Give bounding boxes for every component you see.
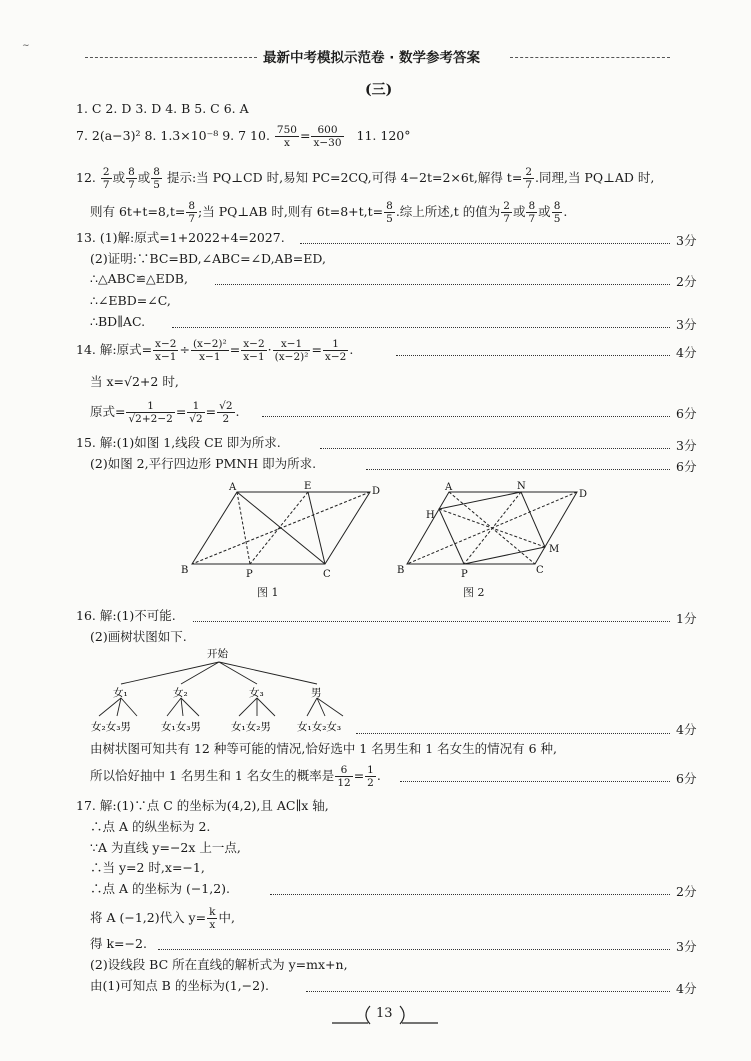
tree-node: 男 xyxy=(311,687,322,699)
numerator: 8 xyxy=(153,166,160,178)
hint-text: .综上所述,t 的值为 xyxy=(395,204,501,219)
denominator: (x−2)² xyxy=(274,351,309,363)
numerator: (x−2)² xyxy=(192,338,227,350)
answer-15-1: 15. 解:(1)如图 1,线段 CE 即为所求. xyxy=(76,435,281,450)
denominator: √2+2−2 xyxy=(128,413,173,425)
segment-ce xyxy=(308,492,325,564)
numerator: 2 xyxy=(503,200,510,212)
leader-dots xyxy=(396,355,670,356)
score: 3分 xyxy=(676,233,697,248)
numerator: 8 xyxy=(528,200,536,212)
leader-dots xyxy=(158,949,670,950)
denominator: x−1 xyxy=(155,351,177,363)
tree-leaves: 女₁女₂男 xyxy=(231,721,271,733)
score: 4分 xyxy=(676,722,697,737)
numerator: 6 xyxy=(335,764,352,777)
denominator: 7 xyxy=(525,179,532,191)
q-text: 原式= xyxy=(90,404,126,419)
answer-17-4: ∴当 y=2 时,x=−1, xyxy=(90,860,205,875)
page-number: 13 xyxy=(376,1006,393,1021)
numerator: 8 xyxy=(386,200,393,212)
score: 2分 xyxy=(676,274,697,289)
or-text: 或 xyxy=(512,204,526,219)
answer-17-7: 得 k=−2. xyxy=(90,936,147,951)
numerator: 1 xyxy=(126,400,174,413)
leader-dots xyxy=(172,327,670,328)
operator: = xyxy=(205,404,217,419)
answer-12-line1 xyxy=(76,166,654,191)
numerator: 750 xyxy=(276,124,297,136)
leader-dots xyxy=(366,469,670,470)
leader-dots xyxy=(320,448,670,449)
numerator: x−2 xyxy=(243,338,265,350)
label-m: M xyxy=(549,544,560,555)
fraction xyxy=(523,166,534,191)
fraction xyxy=(126,400,174,425)
answer-13-1: 13. (1)解:原式=1+2022+4=2027. xyxy=(76,230,285,245)
score: 6分 xyxy=(676,771,697,786)
fraction xyxy=(275,124,299,149)
numerator: 1 xyxy=(187,400,204,413)
denominator: 7 xyxy=(503,213,510,225)
answer-16-1: 16. 解:(1)不可能. xyxy=(76,608,176,623)
q-text: 14. 解:原式= xyxy=(76,342,153,357)
label-a: A xyxy=(445,482,453,493)
denominator: 12 xyxy=(337,777,351,789)
numerator: 8 xyxy=(553,200,561,212)
numerator: 600 xyxy=(311,124,343,137)
answer-13-5: ∴BD∥AC. xyxy=(90,314,146,329)
fraction xyxy=(191,338,229,363)
dashed-line xyxy=(439,509,545,547)
denominator: 7 xyxy=(188,213,196,225)
answer-13-3: ∴△ABC≌△EDB, xyxy=(90,271,188,286)
leader-dots xyxy=(215,284,670,285)
numerator: 8 xyxy=(128,166,135,178)
hint-text: 则有 6t+t=8,t= xyxy=(90,204,186,219)
tree-leaves: 女₂女₃男 xyxy=(91,721,131,733)
answer-13-4: ∴∠EBD=∠C, xyxy=(90,293,171,308)
tree-leaves: 女₁女₂女₃ xyxy=(297,721,342,733)
denominator: 5 xyxy=(386,213,393,225)
dashed-line xyxy=(250,492,308,564)
figure-2 xyxy=(395,478,595,583)
denominator: 2 xyxy=(222,413,230,425)
fraction xyxy=(217,400,234,425)
or-text: 或 xyxy=(137,170,151,185)
section-title: (三) xyxy=(365,82,393,98)
answer-14-2: 当 x=√2+2 时, xyxy=(90,374,179,389)
period: . xyxy=(376,768,381,783)
figure-1 xyxy=(175,478,385,583)
label-d: D xyxy=(579,489,588,500)
denominator: x−30 xyxy=(313,137,342,149)
or-text: 或 xyxy=(538,204,551,219)
answer-17-2: ∴点 A 的纵坐标为 2. xyxy=(90,819,211,834)
denominator: x xyxy=(283,137,290,149)
label-b: B xyxy=(397,565,405,576)
answer-14-1 xyxy=(76,338,353,363)
denominator: 7 xyxy=(528,213,536,225)
fraction xyxy=(365,764,376,789)
answer-15-2: (2)如图 2,平行四边形 PMNH 即为所求. xyxy=(90,456,317,471)
fraction xyxy=(241,338,266,363)
operator: = xyxy=(175,404,187,419)
fraction xyxy=(186,200,197,225)
leader-dots xyxy=(270,894,670,895)
hint-text: ;当 PQ⊥AB 时,则有 6t=8+t,t= xyxy=(198,204,384,219)
answer-17-5: ∴点 A 的坐标为 (−1,2). xyxy=(90,881,231,896)
fraction xyxy=(552,200,563,225)
denominator: x−2 xyxy=(324,351,347,363)
denominator: √2 xyxy=(189,413,203,425)
answer-17-8: (2)设线段 BC 所在直线的解析式为 y=mx+n, xyxy=(90,957,348,972)
answer-16-4 xyxy=(90,764,381,789)
denominator: 5 xyxy=(153,179,160,191)
tree-node: 女₃ xyxy=(249,687,264,699)
label-d: D xyxy=(372,486,381,497)
hint-text: 提示:当 PQ⊥CD 时,易知 PC=2CQ,可得 4−2t=2×6t,解得 t= xyxy=(162,170,523,185)
leader-dots xyxy=(306,991,670,992)
answer-11: 11. 120° xyxy=(356,128,411,143)
denominator: 2 xyxy=(367,777,374,789)
label-p: P xyxy=(246,569,253,580)
label-p: P xyxy=(461,569,468,580)
equals: = xyxy=(299,128,311,143)
answer-17-1: 17. 解:(1)∵点 C 的坐标为(4,2),且 AC∥x 轴, xyxy=(76,798,329,813)
q-text: 将 A (−1,2)代入 y= xyxy=(90,910,207,925)
operator: · xyxy=(267,342,272,357)
score: 3分 xyxy=(676,317,697,332)
score: 4分 xyxy=(676,981,697,996)
fraction xyxy=(126,166,137,191)
fraction xyxy=(187,400,204,425)
q-text: 所以恰好抽中 1 名男生和 1 名女生的概率是 xyxy=(90,768,335,783)
fraction xyxy=(151,166,162,191)
fraction xyxy=(335,764,352,789)
answer-1-6: 1. C 2. D 3. D 4. B 5. C 6. A xyxy=(76,101,249,116)
operator: = xyxy=(311,342,322,357)
period: . xyxy=(349,342,354,357)
denominator: x−1 xyxy=(243,351,265,363)
answer-14-3 xyxy=(90,400,240,425)
denominator: 7 xyxy=(102,179,110,191)
fraction xyxy=(207,906,217,931)
leader-dots xyxy=(193,621,670,622)
numerator: 1 xyxy=(367,764,374,776)
operator: = xyxy=(353,768,365,783)
fraction xyxy=(273,338,311,363)
score: 6分 xyxy=(676,459,697,474)
score: 1分 xyxy=(676,611,697,626)
leader-dots xyxy=(356,733,670,734)
q-text: 中, xyxy=(218,910,235,925)
leader-dots xyxy=(300,243,670,244)
answer-17-9: 由(1)可知点 B 的坐标为(1,−2). xyxy=(90,978,269,993)
answer-17-6 xyxy=(90,906,235,931)
tree-node: 女₁ xyxy=(113,687,128,699)
answer-7-11 xyxy=(76,124,410,149)
label-c: C xyxy=(323,569,331,580)
answer-16-3: 由树状图可知共有 12 种等可能的情况,恰好选中 1 名男生和 1 名女生的情况有 6 种, xyxy=(90,741,557,756)
numerator: x−1 xyxy=(273,338,311,351)
leader-dots xyxy=(400,781,670,782)
score: 3分 xyxy=(676,939,697,954)
tree-diagram xyxy=(85,646,365,738)
page-header: 最新中考模拟示范卷 · 数学参考答案 xyxy=(263,50,481,66)
header-rule-left xyxy=(85,57,257,58)
tree-node: 女₂ xyxy=(173,687,188,699)
label-b: B xyxy=(181,565,189,576)
numerator: 2 xyxy=(102,166,110,178)
leader-dots xyxy=(262,416,670,417)
figure-2-caption: 图 2 xyxy=(463,586,485,599)
numerator: √2 xyxy=(219,400,233,412)
numerator: k xyxy=(209,906,216,918)
dashed-line xyxy=(192,492,370,564)
denominator: 7 xyxy=(128,179,135,191)
or-text: 或 xyxy=(112,170,126,185)
denominator: x xyxy=(209,919,216,931)
denominator: 5 xyxy=(553,213,561,225)
answer-7-10-text: 7. 2(a−3)² 8. 1.3×10⁻⁸ 9. 7 10. xyxy=(76,128,270,143)
numerator: 2 xyxy=(525,166,532,178)
tree-root: 开始 xyxy=(207,648,228,660)
answer-16-2: (2)画树状图如下. xyxy=(90,629,187,644)
fraction xyxy=(501,200,512,225)
score: 3分 xyxy=(676,438,697,453)
operator: ÷ xyxy=(179,342,190,357)
score: 6分 xyxy=(676,406,697,421)
corner-mark: ∼ xyxy=(22,41,30,51)
dashed-line xyxy=(237,492,250,564)
label-n: N xyxy=(517,481,526,492)
fraction xyxy=(323,338,348,363)
header-rule-right xyxy=(510,57,670,58)
answer-17-3: ∵A 为直线 y=−2x 上一点, xyxy=(90,840,241,855)
denominator: x−1 xyxy=(199,351,221,363)
label-c: C xyxy=(536,565,544,576)
label-e: E xyxy=(304,481,312,492)
answer-12-line2 xyxy=(90,200,567,225)
operator: = xyxy=(229,342,241,357)
figure-1-caption: 图 1 xyxy=(257,586,279,599)
answer-13-2: (2)证明:∵BC=BD,∠ABC=∠D,AB=ED, xyxy=(90,251,326,266)
tree-leaves: 女₁女₃男 xyxy=(161,721,201,733)
q-number: 12. xyxy=(76,170,96,185)
score: 4分 xyxy=(676,345,697,360)
numerator: 1 xyxy=(323,338,348,351)
period: . xyxy=(235,404,240,419)
score: 2分 xyxy=(676,884,697,899)
label-h: H xyxy=(426,510,435,521)
period: . xyxy=(563,204,568,219)
fraction xyxy=(311,124,343,149)
fraction xyxy=(384,200,395,225)
numerator: 8 xyxy=(188,200,196,212)
fraction xyxy=(153,338,178,363)
numerator: x−2 xyxy=(155,338,177,350)
label-a: A xyxy=(229,482,237,493)
hint-text: .同理,当 PQ⊥AD 时, xyxy=(535,170,655,185)
fraction xyxy=(526,200,537,225)
fraction xyxy=(101,166,112,191)
